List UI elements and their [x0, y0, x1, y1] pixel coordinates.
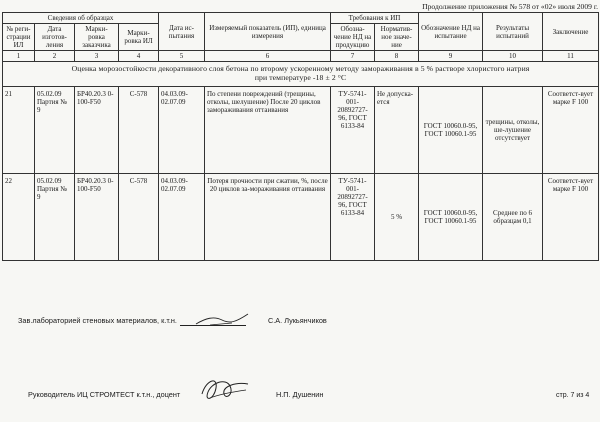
header-reg-no: № реги-страции ИЛ — [3, 24, 35, 51]
table-caption — [3, 62, 599, 87]
caption-line: Оценка морозостойкости декоративного слоя бетона по второму ускоренному методу замораживания в 5 % растворе хлористого натрия — [71, 64, 530, 74]
cell-reg-no: 22 — [3, 174, 35, 261]
column-number: 3 — [75, 51, 119, 62]
lab-head-name: С.А. Лукьянчиков — [268, 316, 327, 325]
column-number: 6 — [205, 51, 331, 62]
cell-mark-customer: БР40.20.3 0-100-F50 — [75, 87, 119, 174]
caption-row — [3, 62, 599, 87]
lab-head-signature-block — [18, 316, 327, 325]
cell-indicator: По степени повреждений (трещины, отколы, шелушение) После 20 циклов замораживания оттаивания — [205, 87, 331, 174]
lab-head-signature — [192, 308, 252, 330]
cell-mark-customer: БР40.20.3 0-100-F50 — [75, 174, 119, 261]
cell-nd-product: ТУ-5741-001-20892727-96, ГОСТ 6133-84 — [331, 174, 375, 261]
continuation-header: Продолжение приложения № 578 от «02» июля 2009 г. — [422, 2, 598, 11]
cell-conclusion: Соответст-вует марке F 100 — [543, 87, 599, 174]
cell-nd-test: ГОСТ 10060.0-95, ГОСТ 10060.1-95 — [419, 174, 483, 261]
header-date-made: Дата изготов-ления — [35, 24, 75, 51]
column-number: 4 — [119, 51, 159, 62]
cell-nd-test: ГОСТ 10060.0-95, ГОСТ 10060.1-95 — [419, 87, 483, 174]
column-number: 9 — [419, 51, 483, 62]
director-name: Н.П. Душенин — [276, 390, 324, 399]
header-test-date: Дата ис-пытания — [159, 13, 205, 51]
lab-head-title: Зав.лабораторией стеновых материалов, к.т.н. — [18, 316, 177, 325]
director-signature — [196, 372, 254, 406]
column-number: 7 — [331, 51, 375, 62]
header-conclusion: Заключение — [543, 13, 599, 51]
results-table — [2, 12, 599, 261]
header-mark-customer: Марки-ровка заказчика — [75, 24, 119, 51]
cell-date-made: 05.02.09 Партия № 9 — [35, 87, 75, 174]
cell-reg-no: 21 — [3, 87, 35, 174]
table-row — [3, 174, 599, 261]
header-requirements: Требования к ИП — [331, 13, 419, 24]
column-number: 11 — [543, 51, 599, 62]
column-number-row — [3, 51, 599, 62]
header-indicator: Измеряемый показатель (ИП), единица измерения — [205, 13, 331, 51]
table-row — [3, 87, 599, 174]
cell-norm-value: Не допуска-ется — [375, 87, 419, 174]
cell-test-date: 04.03.09-02.07.09 — [159, 174, 205, 261]
column-number: 1 — [3, 51, 35, 62]
header-sample-info: Сведения об образцах — [3, 13, 159, 24]
director-signature-block — [28, 390, 324, 399]
column-number: 5 — [159, 51, 205, 62]
header-results: Результаты испытаний — [483, 13, 543, 51]
header-nd-test: Обозначение НД на испытание — [419, 13, 483, 51]
column-number: 8 — [375, 51, 419, 62]
cell-result: Среднее по 6 образцам 0,1 — [483, 174, 543, 261]
cell-test-date: 04.03.09-02.07.09 — [159, 87, 205, 174]
cell-indicator: Потеря прочности при сжатии, %, после 20 циклов за-мораживания оттаивания — [205, 174, 331, 261]
cell-norm-value: 5 % — [375, 174, 419, 261]
header-norm-value: Норматив-ное значе-ние — [375, 24, 419, 51]
cell-mark-lab: С-578 — [119, 87, 159, 174]
cell-nd-product: ТУ-5741-001-20892727-96, ГОСТ 6133-84 — [331, 87, 375, 174]
page-number: стр. 7 из 4 — [556, 392, 590, 399]
cell-result: трещины, отколы, ше-лушение отсутствует — [483, 87, 543, 174]
header-nd-product: Обозна-чение НД на продукцию — [331, 24, 375, 51]
director-title: Руководитель ИЦ СТРОМТЕСТ к.т.н., доцент — [28, 390, 181, 399]
cell-conclusion: Соответст-вует марке F 100 — [543, 174, 599, 261]
cell-date-made: 05.02.09 Партия № 9 — [35, 174, 75, 261]
column-number: 10 — [483, 51, 543, 62]
cell-mark-lab: С-578 — [119, 174, 159, 261]
header-mark-lab: Марки-ровка ИЛ — [119, 24, 159, 51]
caption-line: при температуре -18 ± 2 °С — [254, 73, 347, 83]
column-number: 2 — [35, 51, 75, 62]
